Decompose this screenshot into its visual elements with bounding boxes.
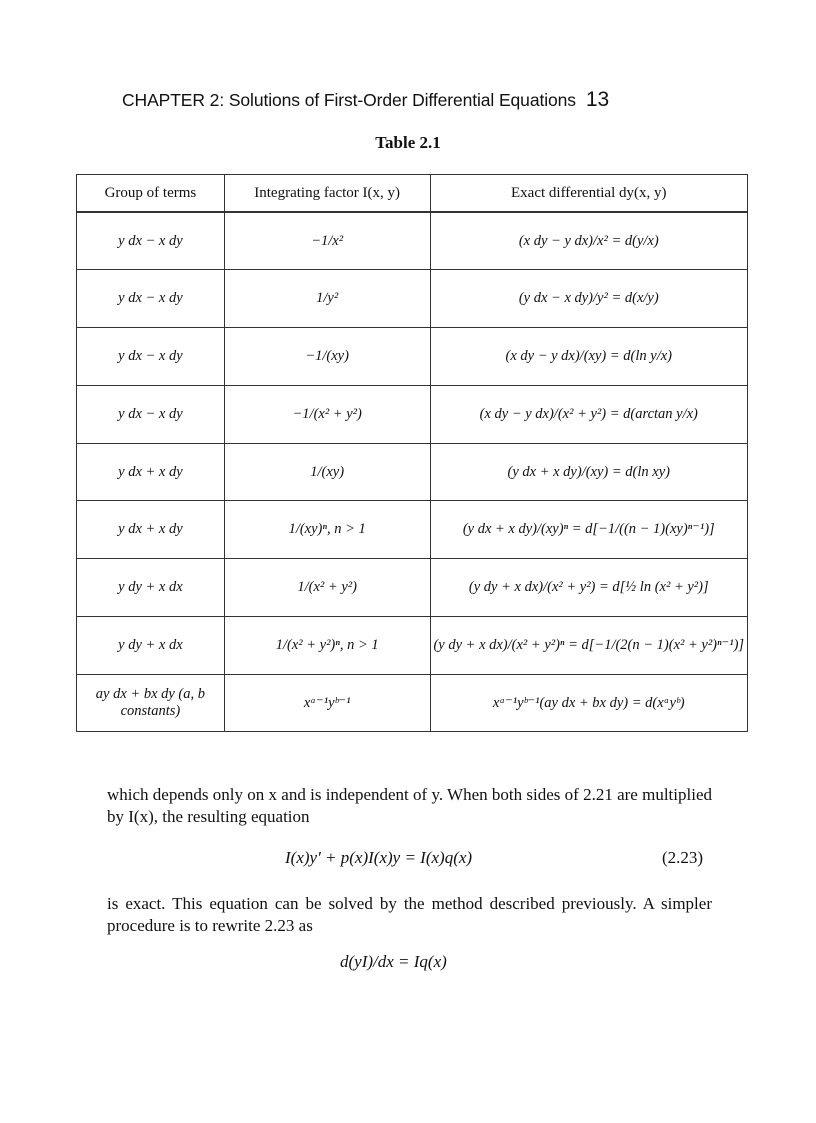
integrating-factor-table <box>76 174 748 732</box>
table-cell-exact: (y dx − x dy)/y² = d(x/y) <box>430 270 747 328</box>
table-cell-factor: 1/(x² + y²)ⁿ, n > 1 <box>224 617 430 675</box>
table-row <box>77 559 748 617</box>
table-cell-factor: −1/(x² + y²) <box>224 386 430 444</box>
table-cell-factor: 1/y² <box>224 270 430 328</box>
table-row <box>77 444 748 501</box>
equation-2-23-label: (2.23) <box>662 848 704 867</box>
table-row <box>77 328 748 386</box>
equation-2-23-expr: I(x)y′ + p(x)I(x)y = I(x)q(x) <box>285 848 473 867</box>
table-cell-exact: (y dx + x dy)/(xy)ⁿ = d[−1/((n − 1)(xy)ⁿ⁻¹)] <box>430 501 747 559</box>
chapter-title: CHAPTER 2: Solutions of First-Order Differential Equations <box>122 90 576 110</box>
table-cell-factor: 1/(xy)ⁿ, n > 1 <box>224 501 430 559</box>
table-cell-exact: xᵃ⁻¹yᵇ⁻¹(ay dx + bx dy) = d(xᵃyᵇ) <box>430 675 747 732</box>
table-cell-factor: 1/(xy) <box>224 444 430 501</box>
table-cell-factor: 1/(x² + y²) <box>224 559 430 617</box>
table-cell-group: y dx + x dy <box>77 444 225 501</box>
table-row <box>77 213 748 270</box>
table-cell-factor: xᵃ⁻¹yᵇ⁻¹ <box>224 675 430 732</box>
table-caption: Table 2.1 <box>375 133 441 152</box>
table-row <box>77 270 748 328</box>
table-cell-group: y dx − x dy <box>77 386 225 444</box>
table-cell-exact: (x dy − y dx)/x² = d(y/x) <box>430 213 747 270</box>
table-cell-factor: −1/x² <box>224 213 430 270</box>
table-cell-factor: −1/(xy) <box>224 328 430 386</box>
table-cell-exact: (x dy − y dx)/(x² + y²) = d(arctan y/x) <box>430 386 747 444</box>
table-cell-group: y dx − x dy <box>77 213 225 270</box>
table-row <box>77 675 748 732</box>
running-header <box>122 88 609 112</box>
table-cell-exact: (y dy + x dx)/(x² + y²)ⁿ = d[−1/(2(n − 1)(x² + y²)ⁿ⁻¹)] <box>430 617 747 675</box>
table-cell-exact: (x dy − y dx)/(xy) = d(ln y/x) <box>430 328 747 386</box>
table-row <box>77 501 748 559</box>
page-number: 13 <box>585 88 610 111</box>
table-cell-group: y dx − x dy <box>77 328 225 386</box>
col-header-exact: Exact differential dy(x, y) <box>430 175 747 212</box>
table-cell-exact: (y dy + x dx)/(x² + y²) = d[½ ln (x² + y²)] <box>430 559 747 617</box>
table-cell-group: y dy + x dx <box>77 559 225 617</box>
table-cell-group: y dx − x dy <box>77 270 225 328</box>
table-cell-group: y dy + x dx <box>77 617 225 675</box>
table-header-row <box>77 175 748 212</box>
paragraph-2: is exact. This equation can be solved by the method described previously. A simpler procedure is to rewrite 2.23 as <box>107 894 712 935</box>
table-cell-group: ay dx + bx dy (a, b constants) <box>77 675 225 732</box>
table-cell-group: y dx + x dy <box>77 501 225 559</box>
col-header-group: Group of terms <box>77 175 225 212</box>
col-header-factor: Integrating factor I(x, y) <box>224 175 430 212</box>
table-cell-exact: (y dx + x dy)/(xy) = d(ln xy) <box>430 444 747 501</box>
table-row <box>77 386 748 444</box>
final-equation-expr: d(yI)/dx = Iq(x) <box>340 952 447 971</box>
table-row <box>77 617 748 675</box>
paragraph-1: which depends only on x and is independent of y. When both sides of 2.21 are multiplied by I(x), the resulting equation <box>107 785 712 826</box>
